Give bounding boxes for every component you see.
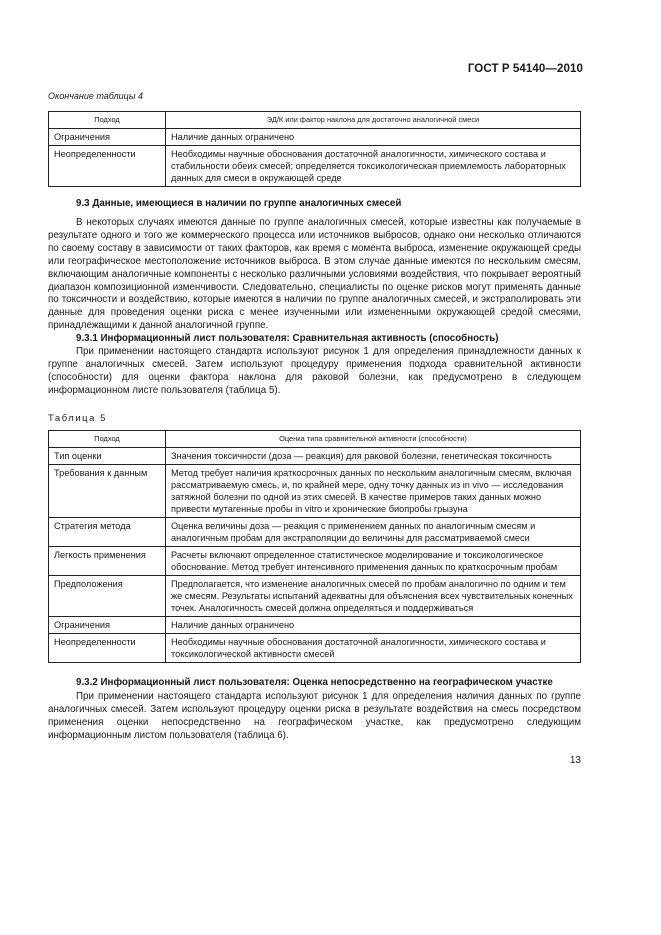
table-header-cell: Оценка типа сравнительной активности (способности) — [166, 431, 581, 448]
table-row — [49, 146, 581, 187]
table-row — [49, 465, 581, 518]
paragraph: При применении настоящего стандарта используют рисунок 1 для определения наличия данных по группе аналогичных смесей. Затем используют процедуру оценки риска в результате воздействия на смесь посредством применения оценки непосредственно на географическом участке, как предусмотрено следующим информационным листом пользователя (таблица 6). — [48, 691, 581, 741]
table-cell-approach: Требования к данным — [49, 465, 166, 518]
section-9-3-2 — [48, 677, 581, 690]
table-header-cell: ЭД/К или фактор наклона для достаточно аналогичной смеси — [166, 112, 581, 129]
table-cell-approach: Неопределенности — [49, 146, 166, 187]
table-cell-value: Наличие данных ограничено — [166, 129, 581, 146]
section-9-3 — [48, 198, 581, 211]
table-row — [49, 634, 581, 663]
table-cell-value: Метод требует наличия краткосрочных данных по нескольким аналогичным смесям, включая рассматриваемую смесь, и, по крайней мере, одну точку данных из in vivo — исследования затяжной болезни по одной из этих смесей. В качестве примеров таких данных можно привести мутагенные пробы in vitro и хронические биопробы грызуна — [166, 465, 581, 518]
table-cell-value: Наличие данных ограничено — [166, 617, 581, 634]
paragraph: При применении настоящего стандарта используют рисунок 1 для определения принадлежности данных к группе аналогичных смесей. Затем используют процедуру применения подхода сравнительной активности (способности) для оценки фактора наклона для раковой болезни, как предусмотрено в следующем информационном листе пользователя (таблица 5). — [48, 346, 581, 396]
table-cell-approach: Предположения — [49, 576, 166, 617]
section-heading: 9.3.2 Информационный лист пользователя: Оценка непосредственно на географическом участке — [76, 677, 553, 688]
table-cell-approach: Неопределенности — [49, 634, 166, 663]
table-cell-approach: Ограничения — [49, 129, 166, 146]
table-row — [49, 448, 581, 465]
table-row — [49, 129, 581, 146]
table-header-cell: Подход — [49, 112, 166, 129]
table-header-cell: Подход — [49, 431, 166, 448]
table-cell-approach: Ограничения — [49, 617, 166, 634]
table-5 — [48, 430, 581, 663]
table5-caption: Таблица 5 — [48, 412, 107, 423]
page-number: 13 — [569, 755, 581, 766]
table-cell-approach: Стратегия метода — [49, 518, 166, 547]
paragraph: В некоторых случаях имеются данные по группе аналогичных смесей, которые известны как получаемые в результате одного и того же коммерческого процесса или источников выбросов, однако они несколько отличаются по своему составу в зависимости от таких факторов, как время с момента выброса, изменение окружающей среды или географическое местоположение источников выброса. В этом случае данные имеются по нескольким смесям, включающим аналогичные компоненты с несколько различными условиями воздействия, что покрывает вероятный диапазон композиционной изменчивости. Следовательно, специалисты по оценке рисков могут применять данные по токсичности и воздействию, которые имеются в наличии по группе аналогичных смесей, и экстраполировать эти данные для проведения оценки риска с менее изученными или измененными окружающей средой смесями, принадлежащими к данной аналогичной группе. — [48, 217, 581, 332]
table-cell-value: Необходимы научные обоснования достаточной аналогичности, химического состава и стабильности обеих смесей; определяется токсикологическая приемлемость лабораторных данных для смеси в окружающей среде — [166, 146, 581, 187]
table-cell-value: Оценка величины доза — реакция с применением данных по аналогичным смесям и аналогичным пробам для экстраполяции до величины для рассматриваемой смеси — [166, 518, 581, 547]
table-cell-value: Необходимы научные обоснования достаточной аналогичности, химического состава и токсикологической активности смесей — [166, 634, 581, 663]
table-header-row — [49, 112, 581, 129]
table4-caption: Окончание таблицы 4 — [48, 91, 143, 101]
body-text-block — [48, 217, 581, 398]
table-row — [49, 617, 581, 634]
table-row — [49, 547, 581, 576]
table-cell-approach: Легкость применения — [49, 547, 166, 576]
table-row — [49, 518, 581, 547]
table-row — [49, 576, 581, 617]
table-header-row — [49, 431, 581, 448]
table-cell-value: Расчеты включают определенное статистическое моделирование и токсикологическое обоснование. Метод требует интенсивного применения данных по краткосрочным пробам — [166, 547, 581, 576]
table-cell-value: Предполагается, что изменение аналогичных смесей по пробам аналогично по одним и тем же смесям. Результаты испытаний адекватны для объяснения всех чувствительных конечных точек. Аналогичность смесей должна определяться и поддерживаться — [166, 576, 581, 617]
table-cell-value: Значения токсичности (доза — реакция) для раковой болезни, генетическая токсичность — [166, 448, 581, 465]
section-heading: 9.3.1 Информационный лист пользователя: Сравнительная активность (способность) — [76, 333, 499, 345]
section-heading: 9.3 Данные, имеющиеся в наличии по группе аналогичных смесей — [76, 198, 402, 209]
standard-header: ГОСТ Р 54140—2010 — [467, 63, 583, 75]
body-text-block — [48, 691, 581, 743]
table-cell-approach: Тип оценки — [49, 448, 166, 465]
table-4 — [48, 111, 581, 187]
